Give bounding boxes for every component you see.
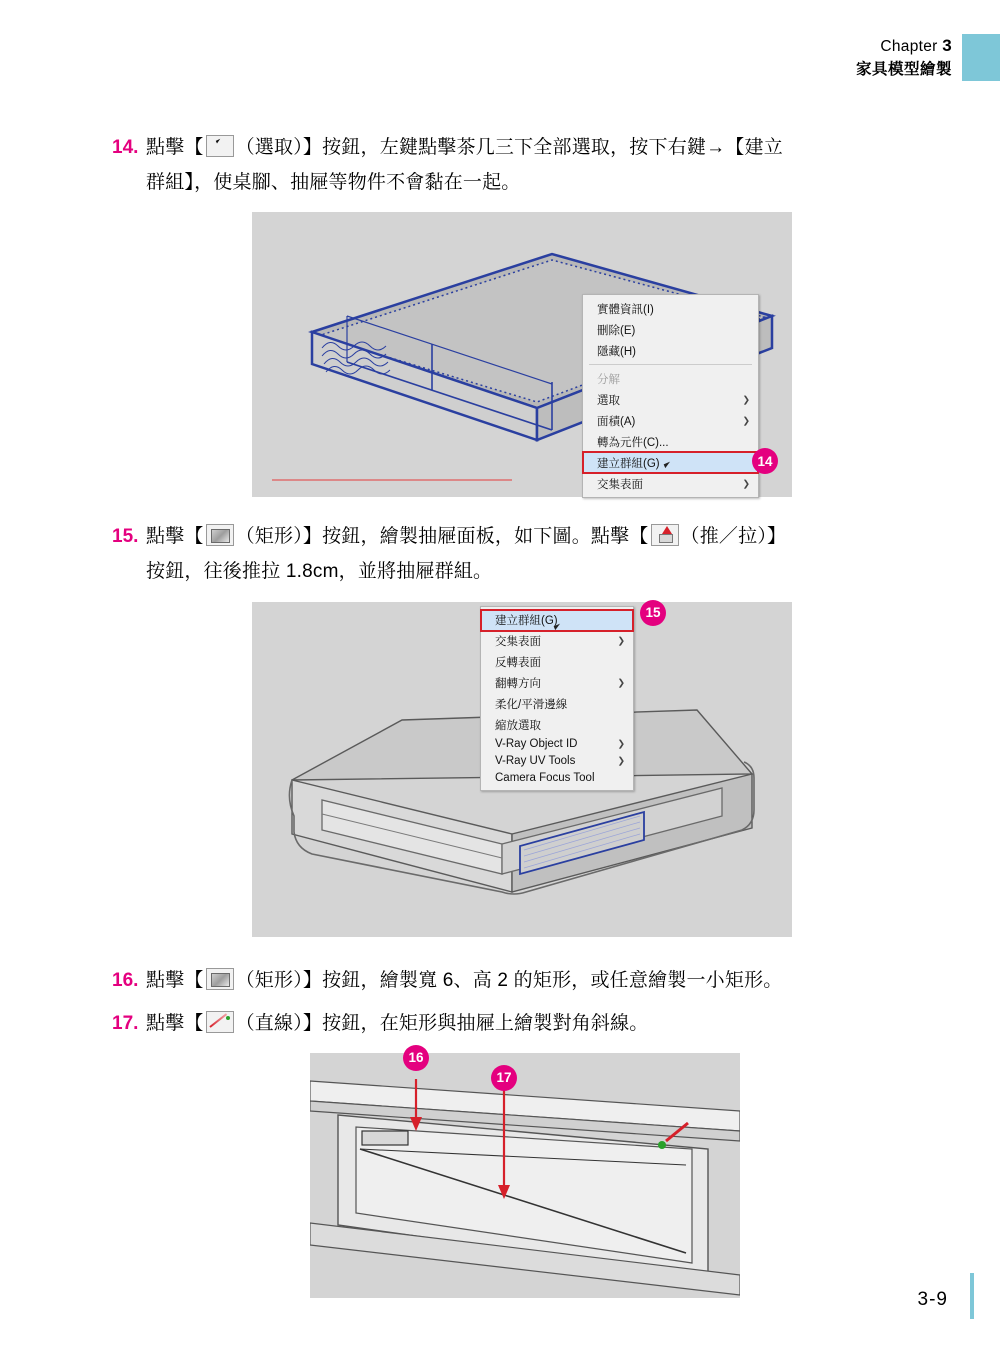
document-content [112, 130, 902, 1298]
ctx1-item-0[interactable]: 實體資訊(I) [597, 303, 654, 316]
ctx2-item-3-label: 翻轉方向 [495, 678, 541, 691]
ctx1-item-4[interactable] [583, 389, 758, 410]
chapter-label [856, 34, 952, 59]
page-footer [918, 1289, 960, 1311]
step-17-text-b: （直線）】按鈕，在矩形與抽屜上繪製對角斜線。 [235, 1012, 649, 1034]
line-tool-icon [206, 1011, 234, 1033]
ctx1-item-create-group[interactable]: 建立群組(G) [583, 452, 758, 473]
step-17-text-a: 點擊【 [146, 1012, 204, 1034]
step-16-body [146, 963, 782, 998]
figure-sketchup-diagonal-line [310, 1050, 740, 1298]
step-17-body [146, 1006, 649, 1041]
ctx1-item-8[interactable] [583, 473, 758, 494]
ctx2-item-6[interactable] [481, 736, 633, 753]
chevron-right-icon: ❯ [742, 415, 750, 426]
step-14-text-a: 點擊【 [146, 137, 204, 158]
chapter-number: 3 [942, 36, 952, 55]
chevron-right-icon: ❯ [617, 635, 625, 646]
step-17 [112, 1006, 902, 1041]
ctx1-item-1[interactable]: 刪除(E) [597, 324, 636, 337]
ctx2-item-6-label: V-Ray Object ID [495, 738, 578, 751]
step-15-number: 15. [112, 526, 139, 548]
ctx1-item-2[interactable]: 隱藏(H) [597, 345, 636, 358]
header-color-tab [962, 34, 1000, 81]
callout-badge-15: 15 [640, 600, 666, 626]
ctx1-item-5-label: 面積(A) [597, 415, 636, 428]
callout-badge-16: 16 [403, 1045, 429, 1071]
callout-badge-17: 17 [491, 1065, 517, 1091]
context-menu-1[interactable] [582, 294, 759, 498]
page-number: 3-9 [917, 1289, 948, 1310]
step-15-line2: 按鈕，往後推拉 1.8cm，並將抽屜群組。 [146, 561, 493, 583]
ctx2-item-2[interactable]: 反轉表面 [495, 657, 541, 670]
page-header [856, 34, 1000, 81]
step-16-text-b: （矩形）】按鈕，繪製寬 6、高 2 的矩形，或任意繪製一小矩形。 [235, 969, 783, 991]
chevron-right-icon: ❯ [617, 738, 625, 749]
chapter-title: 家具模型繪製 [855, 60, 952, 78]
step-15-text-c: （推／拉）】 [680, 526, 787, 548]
ctx2-item-5[interactable]: 縮放選取 [495, 720, 541, 733]
step-15-text-a: 點擊【 [146, 526, 204, 548]
chapter-prefix: Chapter [880, 38, 943, 55]
step-16 [112, 963, 902, 998]
ctx1-item-8-label: 交集表面 [597, 478, 643, 491]
step-15-body [146, 519, 786, 589]
step-14 [112, 130, 902, 200]
ctx2-item-8[interactable]: Camera Focus Tool [495, 772, 595, 785]
figure-3-drawing [310, 1053, 740, 1298]
figure-sketchup-drawer-panel [252, 602, 792, 937]
ctx2-item-1-label: 交集表面 [495, 636, 541, 649]
chevron-right-icon: ❯ [617, 755, 625, 766]
footer-color-bar [970, 1273, 974, 1319]
ctx1-item-4-label: 選取 [597, 394, 620, 407]
header-text-block [856, 34, 962, 81]
callout-badge-14: 14 [752, 448, 778, 474]
step-15-text-b: （矩形）】按鈕，繪製抽屜面板，如下圖。點擊【 [235, 526, 649, 548]
step-16-text-a: 點擊【 [146, 969, 204, 991]
ctx1-separator [589, 364, 752, 365]
step-14-text-b: （選取）】按鈕，左鍵點擊茶几三下全部選取，按下右鍵→【建立 [235, 137, 783, 158]
rectangle-tool-icon [206, 968, 234, 990]
step-14-line2: 群組】，使桌腳、抽屜等物件不會黏在一起。 [146, 172, 521, 194]
chevron-right-icon: ❯ [742, 478, 750, 489]
chevron-right-icon: ❯ [742, 394, 750, 405]
ctx2-item-7[interactable] [481, 753, 633, 770]
step-14-body [146, 130, 783, 200]
ctx2-item-3[interactable] [481, 673, 633, 694]
step-17-number: 17. [112, 1012, 139, 1034]
pushpull-tool-icon [651, 524, 679, 546]
step-16-number: 16. [112, 969, 139, 991]
ctx2-item-1[interactable] [481, 631, 633, 652]
context-menu-2[interactable] [480, 606, 634, 791]
ctx2-item-create-group[interactable]: 建立群組(G) [481, 610, 633, 631]
ctx2-item-4[interactable]: 柔化/平滑邊線 [495, 699, 568, 712]
ctx2-item-7-label: V-Ray UV Tools [495, 755, 576, 768]
step-14-number: 14. [112, 137, 139, 158]
rectangle-tool-icon [206, 524, 234, 546]
ctx1-item-6[interactable]: 轉為元件(C)... [597, 436, 669, 449]
step-15 [112, 519, 902, 589]
ctx1-item-5[interactable] [583, 410, 758, 431]
select-arrow-icon [206, 135, 234, 157]
figure-sketchup-select-group [252, 212, 792, 497]
chevron-right-icon: ❯ [617, 677, 625, 688]
ctx1-item-3: 分解 [597, 373, 620, 386]
